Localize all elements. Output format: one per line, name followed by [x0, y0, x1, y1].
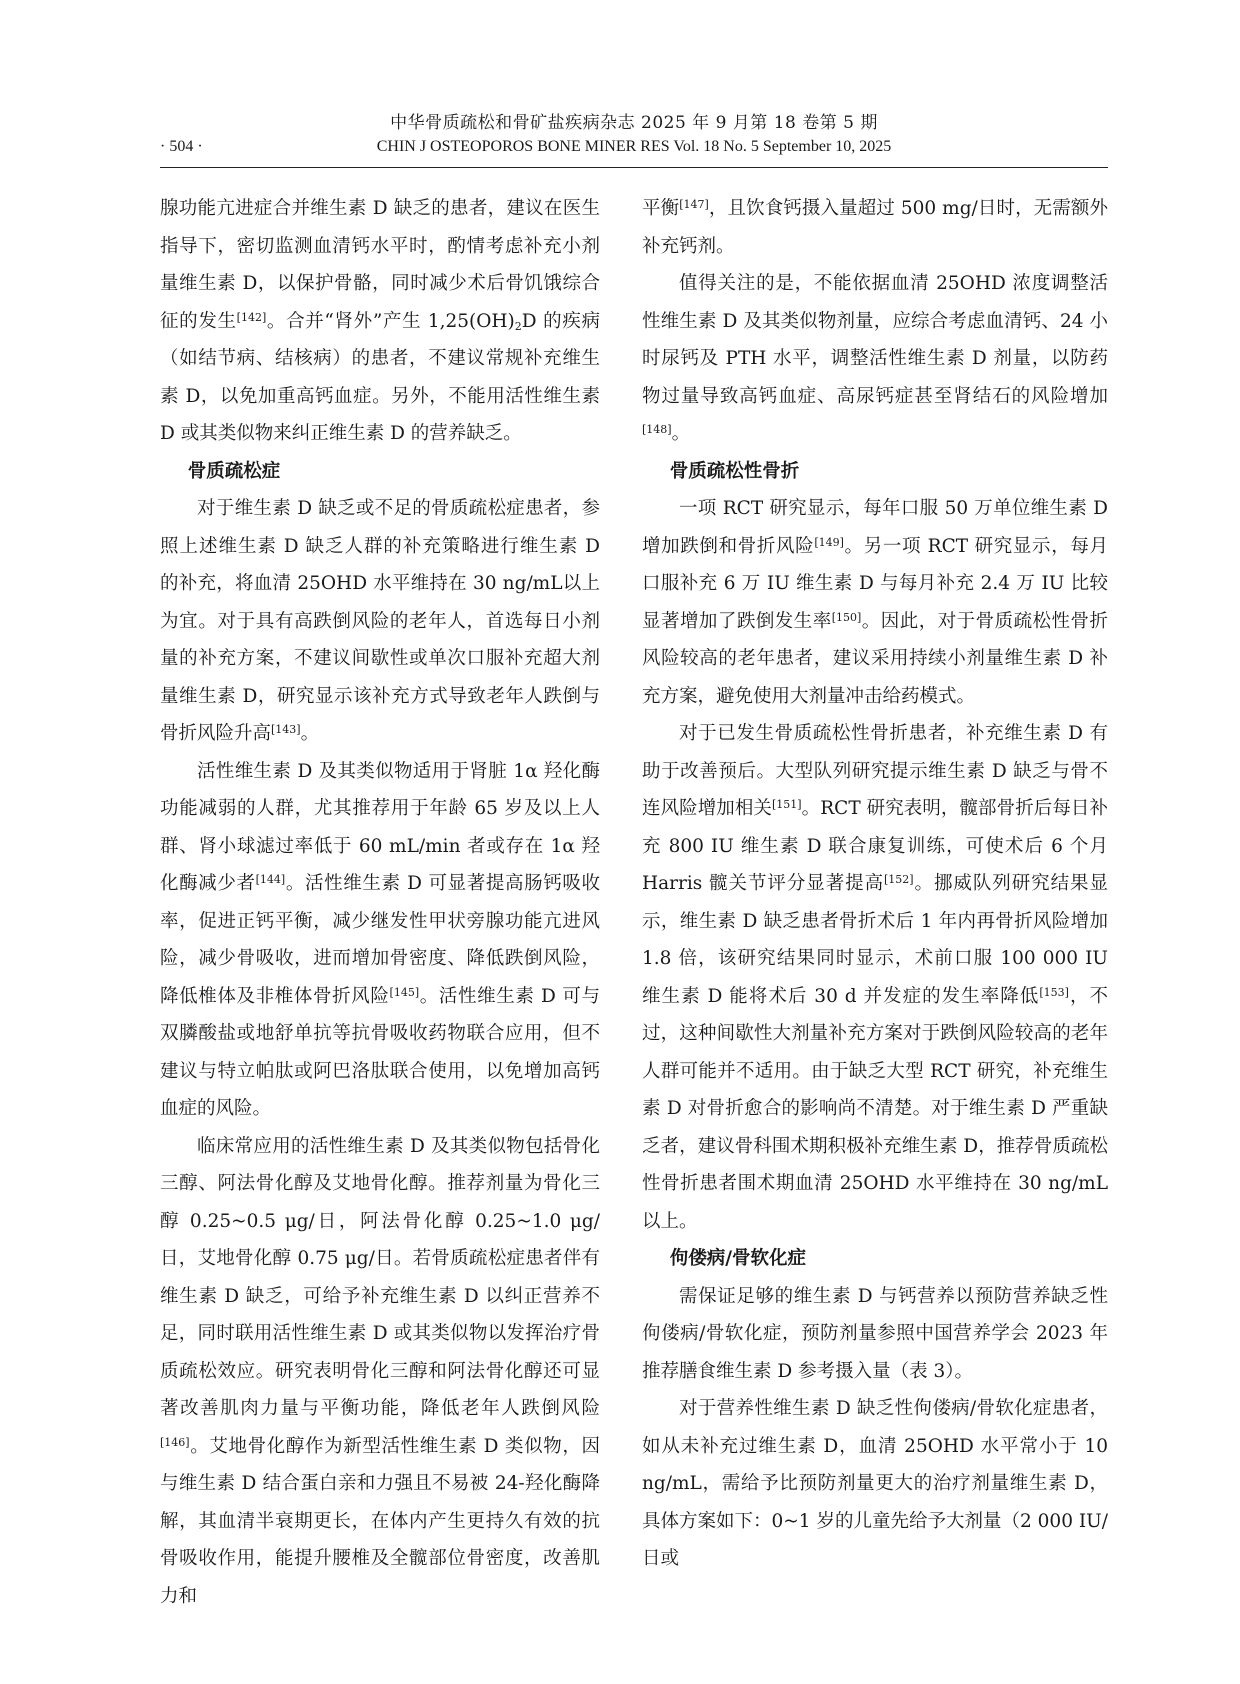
section-heading: 骨质疏松症 — [187, 460, 281, 482]
subscript: 2 — [514, 319, 522, 333]
citation: [151] — [772, 798, 802, 811]
paragraph: 对于已发生骨质疏松性骨折患者，补充维生素 D 有助于改善预后。大型队列研究提示维生素 D 缺乏与骨不连风险增加相关[151]。RCT 研究表明，髋部骨折后每日补充 800 IU 维生素 D 联合康复训练，可使术后 6 个月 Harris 髋关节评分显著提高[152]。挪威队列研究结果显示，维生素 D 缺乏患者骨折术后 1 年内再骨折风险增加 1.8 倍，该研究结果同时显示，术前口服 100 000 IU 维生素 D 能将术后 30 d 并发症的发生率降低[153]，不过，这种间歇性大剂量补充方案对于跌倒风险较高的老年人群可能并不适用。由于缺乏大型 RCT 研究，补充维生素 D 对骨折愈合的影响尚不清楚。对于维生素 D 严重缺乏者，建议骨科围术期积极补充维生素 D，推荐骨质疏松性骨折患者围术期血清 25OHD 水平维持在 30 ng/mL 以上。 — [642, 723, 1108, 1232]
paragraph: 平衡[147]，且饮食钙摄入量超过 500 mg/日时，无需额外补充钙剂。 — [642, 198, 1108, 257]
citation: [148] — [642, 423, 672, 436]
paragraph: 临床常应用的活性维生素 D 及其类似物包括骨化三醇、阿法骨化醇及艾地骨化醇。推荐剂量为骨化三醇 0.25~0.5 μg/日，阿法骨化醇 0.25~1.0 μg/日，艾地骨化醇 0.75 μg/日。若骨质疏松症患者伴有维生素 D 缺乏，可给予补充维生素 D 以纠正营养不足，同时联用活性维生素 D 或其类似物以发挥治疗骨质疏松效应。研究表明骨化三醇和阿法骨化醇还可显著改善肌肉力量与平衡功能，降低老年人跌倒风险[146]。艾地骨化醇作为新型活性维生素 D 类似物，因与维生素 D 结合蛋白亲和力强且不易被 24-羟化酶降解，其血清半衰期更长，在体内产生更持久有效的抗骨吸收作用，能提升腰椎及全髋部位骨密度，改善肌力和 — [160, 1135, 600, 1607]
citation: [147] — [679, 198, 709, 211]
page-number: · 504 · — [160, 138, 203, 155]
header-rule — [160, 167, 1108, 168]
paragraph: 值得关注的是，不能依据血清 25OHD 浓度调整活性维生素 D 及其类似物剂量，应综合考虑血清钙、24 小时尿钙及 PTH 水平，调整活性维生素 D 剂量，以防药物过量导致高钙血症、高尿钙症甚至肾结石的风险增加[148]。 — [642, 273, 1108, 444]
section-heading: 佝偻病/骨软化症 — [669, 1248, 807, 1269]
citation: [145] — [389, 985, 420, 999]
citation: [153] — [1039, 985, 1069, 999]
journal-title-en: CHIN J OSTEOPOROS BONE MINER RES Vol. 18 No. 5 September 10, 2025 — [376, 138, 892, 155]
citation: [146] — [160, 1435, 190, 1449]
citation: [144] — [255, 873, 286, 886]
right-column — [642, 190, 1108, 1578]
paragraph: 腺功能亢进症合并维生素 D 缺乏的患者，建议在医生指导下，密切监测血清钙水平时，酌情考虑补充小剂量维生素 D，以保护骨骼，同时减少术后骨饥饿综合征的发生[142]。合并“肾外”产生 $1,25(OH)_2D$ 的疾病（如结节病、结核病）的患者，不建议常规补充维生素 D，以免加重高钙血症。另外，不能用活性维生素 D 或其类似物来纠正维生素 D 的营养缺乏。 — [160, 198, 600, 444]
journal-title-cn: 中华骨质疏松和骨矿盐疾病杂志 2025 年 9 月第 18 卷第 5 期 — [390, 113, 878, 133]
citation: [149] — [814, 535, 844, 549]
left-column — [160, 190, 600, 1615]
paragraph: 活性维生素 D 及其类似物适用于肾脏 1α 羟化酶功能减弱的人群，尤其推荐用于年龄 65 岁及以上人群、肾小球滤过率低于 60 mL/min 者或存在 1α 羟化酶减少者[144]。活性维生素 D 可显著提高肠钙吸收率，促进正钙平衡，减少继发性甲状旁腺功能亢进风险，减少骨吸收，进而增加骨密度、降低跌倒风险，降低椎体及非椎体骨折风险[145]。活性维生素 D 可与双膦酸盐或地舒单抗等抗骨吸收药物联合应用，但不建议与特立帕肽或阿巴洛肽联合使用，以免增加高钙血症的风险。 — [160, 760, 600, 1119]
paragraph: 对于营养性维生素 D 缺乏性佝偻病/骨软化症患者，如从未补充过维生素 D，血清 25OHD 水平常小于 10 ng/mL，需给予比预防剂量更大的治疗剂量维生素 D，具体方案如下：0~1 岁的儿童先给予大剂量（2 000 IU/日或 — [642, 1398, 1108, 1569]
citation: [150] — [831, 610, 862, 624]
running-header — [160, 104, 1108, 164]
paragraph: 一项 RCT 研究显示，每年口服 50 万单位维生素 D 增加跌倒和骨折风险[149]。另一项 RCT 研究显示，每月口服补充 6 万 IU 维生素 D 与每月补充 2.4 万 IU 比较显著增加了跌倒发生率[150]。因此，对于骨质疏松性骨折风险较高的老年患者，建议采用持续小剂量维生素 D 补充方案，避免使用大剂量冲击给药模式。 — [642, 498, 1108, 707]
citation: [143] — [271, 723, 301, 736]
citation: [152] — [884, 873, 914, 886]
paragraph: 对于维生素 D 缺乏或不足的骨质疏松症患者，参照上述维生素 D 缺乏人群的补充策略进行维生素 D 的补充，将血清 25OHD 水平维持在 30 ng/mL以上为宜。对于具有高跌倒风险的老年人，首选每日小剂量的补充方案，不建议间歇性或单次口服补充超大剂量维生素 D，研究显示该补充方式导致老年人跌倒与骨折风险升高[143]。 — [160, 498, 600, 744]
citation: [142] — [236, 310, 267, 324]
paragraph: 需保证足够的维生素 D 与钙营养以预防营养缺乏性佝偻病/骨软化症，预防剂量参照中国营养学会 2023 年推荐膳食维生素 D 参考摄入量（表 3）。 — [642, 1285, 1108, 1382]
section-heading: 骨质疏松性骨折 — [669, 460, 800, 482]
